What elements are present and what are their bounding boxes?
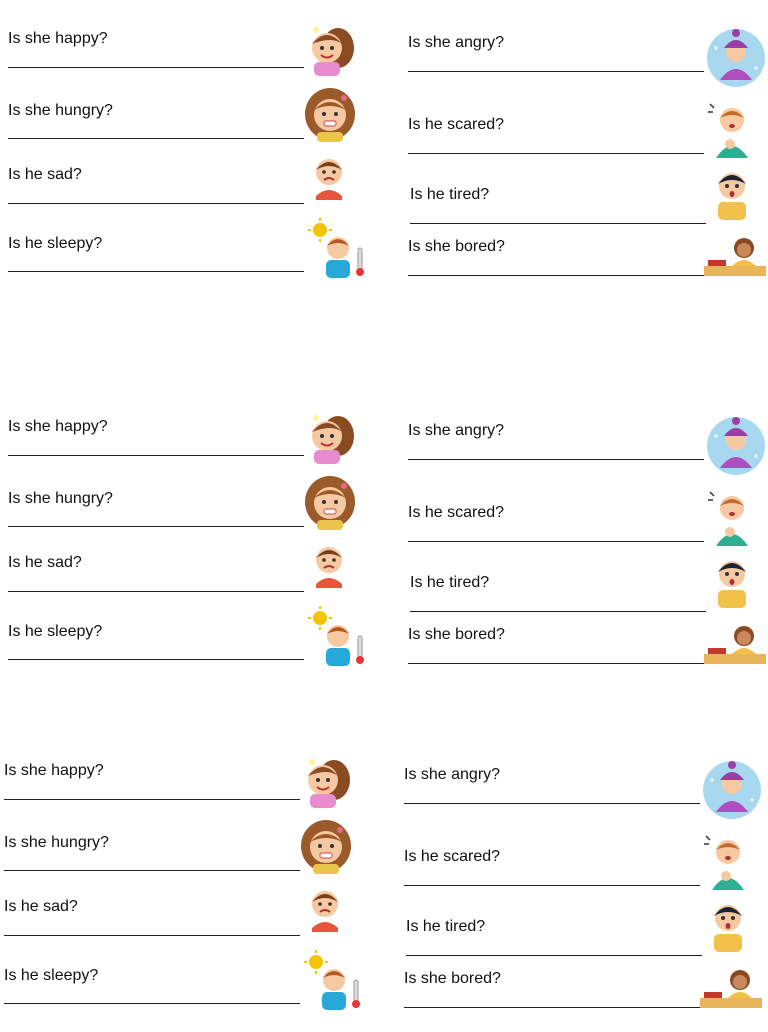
answer-line[interactable] — [408, 541, 704, 542]
happy-girl-icon — [302, 412, 356, 466]
worksheet-block-1 — [0, 0, 768, 300]
surprised-boy-icon — [708, 898, 748, 954]
question-text: Is he tired? — [406, 918, 486, 935]
question-text: Is he scared? — [408, 504, 505, 521]
answer-line[interactable] — [408, 275, 704, 276]
answer-line[interactable] — [408, 663, 704, 664]
cold-girl-icon — [706, 416, 766, 476]
answer-line[interactable] — [408, 153, 704, 154]
answer-line[interactable] — [8, 526, 304, 527]
question-text: Is she happy? — [8, 30, 108, 47]
answer-line[interactable] — [404, 803, 700, 804]
answer-line[interactable] — [408, 71, 704, 72]
hungry-girl-icon — [303, 476, 357, 532]
question-text: Is she angry? — [408, 34, 505, 51]
question-text: Is he sleepy? — [8, 623, 103, 640]
question-text: Is he sad? — [8, 554, 82, 571]
answer-line[interactable] — [410, 223, 706, 224]
answer-line[interactable] — [8, 659, 304, 660]
question-text: Is he scared? — [404, 848, 501, 865]
question-text: Is she hungry? — [8, 102, 113, 119]
question-text: Is he tired? — [410, 186, 490, 203]
happy-girl-icon — [302, 24, 356, 78]
question-text: Is he sad? — [4, 898, 78, 915]
hungry-girl-icon — [303, 88, 357, 144]
question-text: Is she happy? — [8, 418, 108, 435]
answer-line[interactable] — [8, 271, 304, 272]
sad-boy-icon — [312, 544, 346, 588]
hungry-girl-icon — [299, 820, 353, 876]
answer-line[interactable] — [8, 591, 304, 592]
scared-boy-icon — [702, 832, 752, 892]
question-text: Is he sleepy? — [8, 235, 103, 252]
hot-boy-icon — [304, 950, 364, 1012]
surprised-boy-icon — [712, 554, 752, 610]
scared-boy-icon — [706, 100, 756, 160]
hot-boy-icon — [308, 606, 368, 668]
answer-line[interactable] — [4, 1003, 300, 1004]
answer-line[interactable] — [404, 885, 700, 886]
question-text: Is he sleepy? — [4, 967, 99, 984]
bored-girl-icon — [704, 620, 766, 666]
surprised-boy-icon — [712, 166, 752, 222]
question-text: Is she hungry? — [4, 834, 109, 851]
question-text: Is he sad? — [8, 166, 82, 183]
cold-girl-icon — [706, 28, 766, 88]
question-text: Is she bored? — [408, 238, 505, 255]
answer-line[interactable] — [8, 138, 304, 139]
question-text: Is she bored? — [408, 626, 505, 643]
answer-line[interactable] — [8, 455, 304, 456]
question-text: Is she happy? — [4, 762, 104, 779]
answer-line[interactable] — [406, 955, 702, 956]
happy-girl-icon — [298, 756, 352, 810]
cold-girl-icon — [702, 760, 762, 820]
answer-line[interactable] — [8, 203, 304, 204]
hot-boy-icon — [308, 218, 368, 280]
answer-line[interactable] — [4, 799, 300, 800]
worksheet-block-3 — [0, 732, 768, 1032]
question-text: Is she angry? — [404, 766, 501, 783]
question-text: Is he tired? — [410, 574, 490, 591]
sad-boy-icon — [308, 888, 342, 932]
answer-line[interactable] — [404, 1007, 700, 1008]
bored-girl-icon — [700, 964, 762, 1010]
worksheet-block-2 — [0, 388, 768, 688]
scared-boy-icon — [706, 488, 756, 548]
sad-boy-icon — [312, 156, 346, 200]
answer-line[interactable] — [8, 67, 304, 68]
question-text: Is she bored? — [404, 970, 501, 987]
question-text: Is he scared? — [408, 116, 505, 133]
answer-line[interactable] — [408, 459, 704, 460]
bored-girl-icon — [704, 232, 766, 278]
answer-line[interactable] — [4, 935, 300, 936]
question-text: Is she angry? — [408, 422, 505, 439]
answer-line[interactable] — [410, 611, 706, 612]
question-text: Is she hungry? — [8, 490, 113, 507]
answer-line[interactable] — [4, 870, 300, 871]
